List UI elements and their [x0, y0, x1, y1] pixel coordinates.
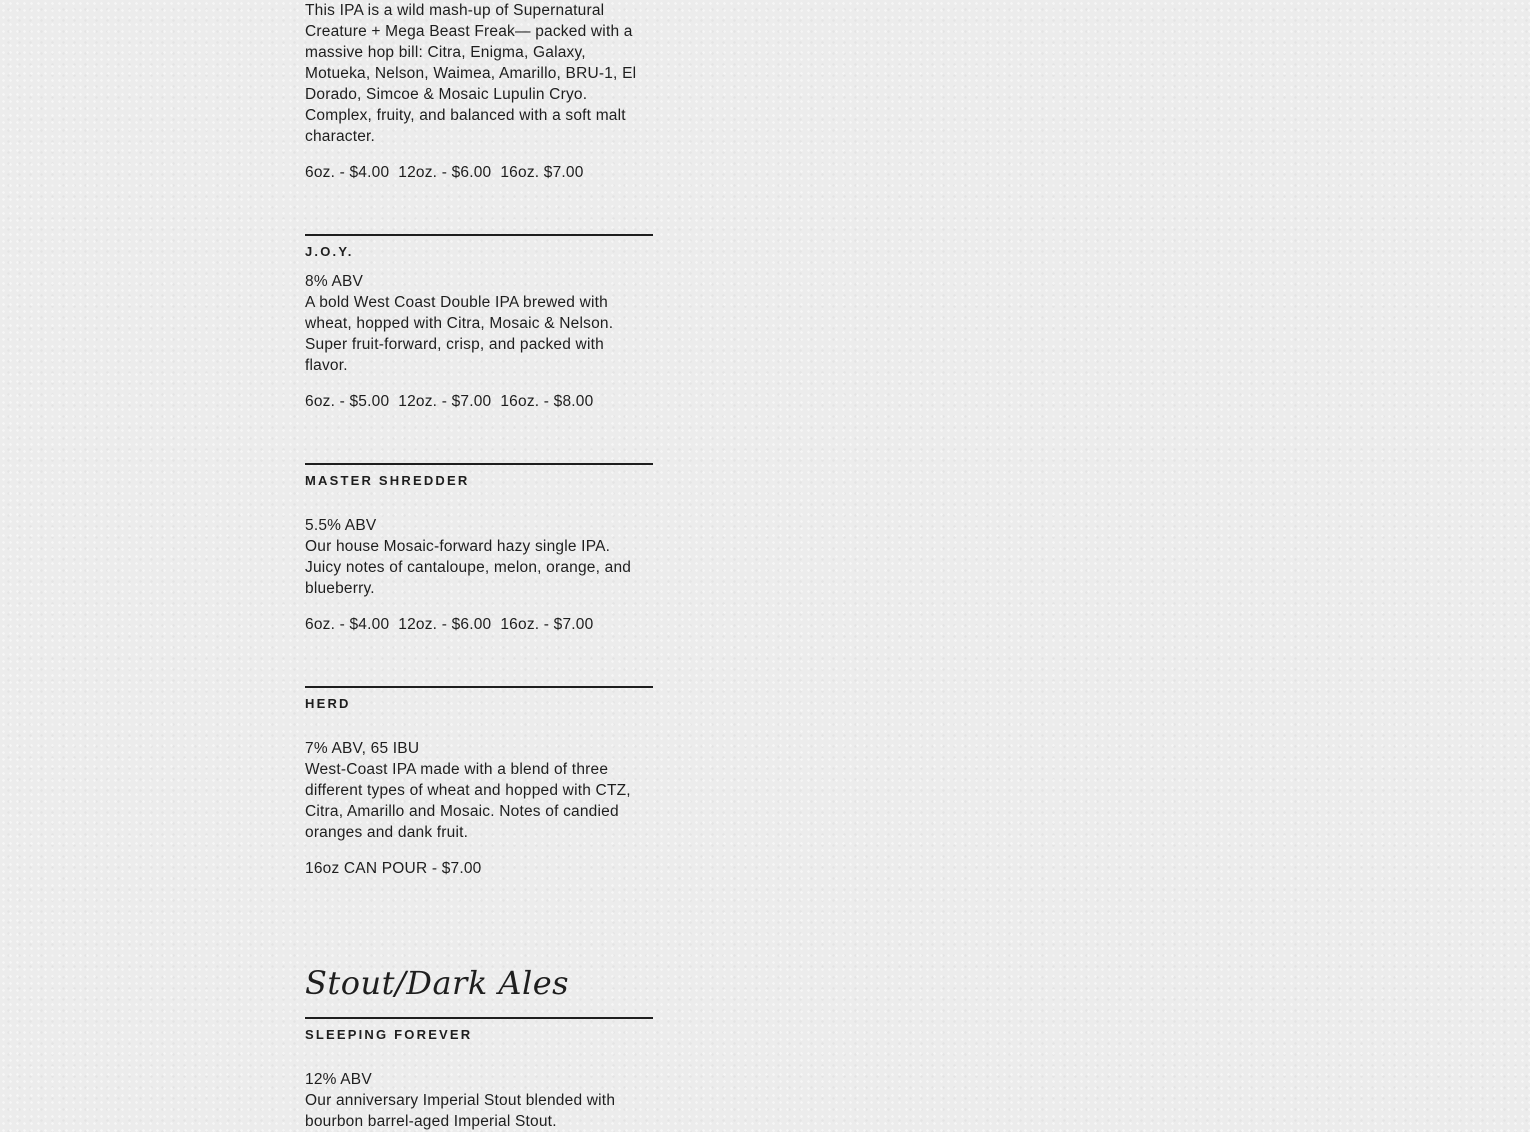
menu-item [305, 234, 653, 412]
item-description: Our house Mosaic-forward hazy single IPA. Juicy notes of cantaloupe, melon, orange, and blueberry. [305, 538, 632, 597]
item-name: MASTER SHREDDER [305, 473, 470, 488]
item-prices: 16oz CAN POUR - $7.00 [305, 860, 482, 877]
section-stout-dark-ales [305, 963, 653, 1132]
item-abv: 7% ABV, 65 IBU [305, 740, 420, 757]
item-description: Our anniversary Imperial Stout blended with bourbon barrel-aged Imperial Stout. [305, 1092, 616, 1130]
item-abv: 12% ABV [305, 1071, 372, 1088]
item-abv: 8% ABV [305, 273, 364, 290]
item-divider [305, 1017, 653, 1019]
item-name: J.O.Y. [305, 244, 354, 259]
menu-item [305, 0, 653, 183]
menu-item [305, 1017, 653, 1132]
item-prices: 6oz. - $4.00 12oz. - $6.00 16oz. - $7.00 [305, 616, 594, 633]
item-divider [305, 686, 653, 688]
item-prices: 6oz. - $4.00 12oz. - $6.00 16oz. $7.00 [305, 164, 584, 181]
item-divider [305, 463, 653, 465]
item-description: This IPA is a wild mash-up of Supernatural Creature + Mega Beast Freak— packed with a massive hop bill: Citra, Enigma, Galaxy, Motueka, Nelson, Waimea, Amarillo, BRU-1, El Dorado, Simcoe & Mosaic Lupulin Cryo. Complex, fruity, and balanced with a soft malt character. [305, 2, 637, 145]
item-description: West-Coast IPA made with a blend of three different types of wheat and hopped with CTZ, Citra, Amarillo and Mosaic. Notes of candied oranges and dank fruit. [305, 761, 631, 841]
menu-column [305, 0, 653, 1132]
section-title: Stout/Dark Ales [305, 964, 570, 1002]
item-prices: 6oz. - $5.00 12oz. - $7.00 16oz. - $8.00 [305, 393, 594, 410]
menu-item [305, 686, 653, 879]
item-name: SLEEPING FOREVER [305, 1027, 473, 1042]
item-name: HERD [305, 696, 351, 711]
item-divider [305, 234, 653, 236]
menu-item [305, 463, 653, 635]
item-abv: 5.5% ABV [305, 517, 377, 534]
item-description: A bold West Coast Double IPA brewed with wheat, hopped with Citra, Mosaic & Nelson. Super fruit-forward, crisp, and packed with flavor. [305, 294, 614, 374]
